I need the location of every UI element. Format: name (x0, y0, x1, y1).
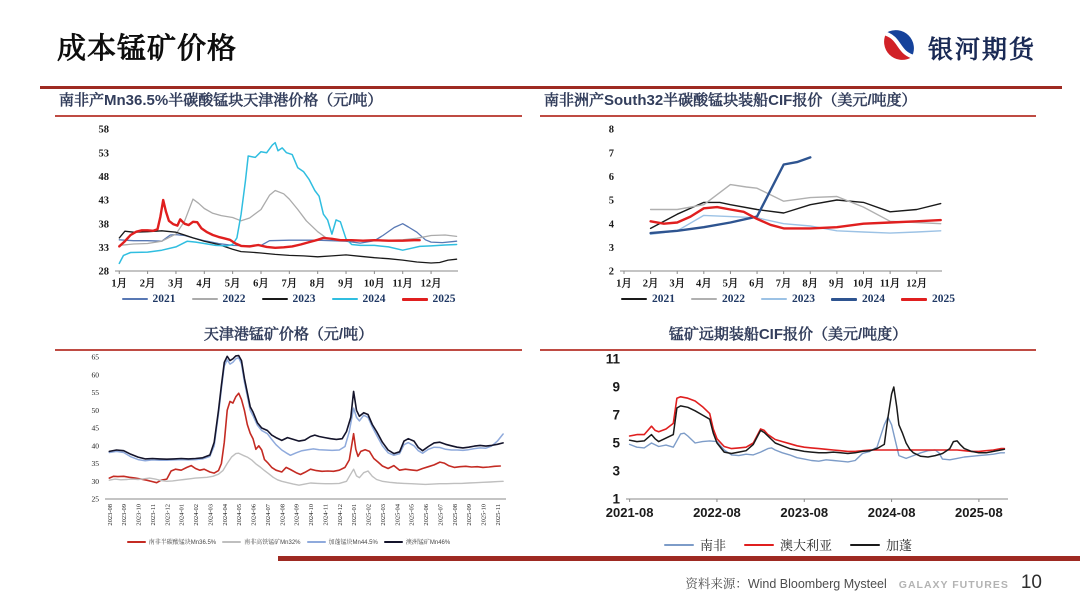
svg-text:2024-12: 2024-12 (336, 504, 344, 526)
svg-text:33: 33 (98, 243, 109, 255)
legend-item (307, 537, 378, 546)
svg-text:2025-04: 2025-04 (394, 504, 402, 526)
svg-text:30: 30 (91, 476, 99, 486)
svg-text:40: 40 (91, 441, 99, 451)
svg-text:6月: 6月 (749, 278, 765, 290)
legend-item (262, 293, 316, 305)
svg-text:1月: 1月 (616, 278, 632, 290)
svg-text:5月: 5月 (722, 278, 739, 290)
chart-title: 天津港锰矿价格（元/吨） (55, 326, 522, 351)
svg-text:2025-10: 2025-10 (480, 504, 488, 526)
svg-text:2023-11: 2023-11 (149, 504, 157, 526)
svg-text:1月: 1月 (111, 278, 128, 290)
svg-text:3: 3 (612, 463, 620, 479)
page-number: 10 (1020, 572, 1042, 593)
svg-text:8月: 8月 (309, 278, 326, 290)
svg-text:2024-06: 2024-06 (250, 504, 258, 526)
svg-text:2021-08: 2021-08 (605, 505, 654, 520)
svg-text:7: 7 (612, 407, 620, 423)
galaxy-futures-logo (878, 24, 1036, 71)
svg-text:2024-08: 2024-08 (867, 505, 916, 520)
chart-panel-tianjin-port-prices (55, 326, 522, 546)
svg-text:43: 43 (98, 195, 109, 207)
legend-label: 澳大利亚 (779, 538, 832, 553)
svg-text:2024-01: 2024-01 (178, 504, 186, 526)
legend-line-sample (222, 541, 241, 543)
svg-text:3月: 3月 (669, 278, 686, 290)
footer-source: 资料来源：Wind Bloomberg Mysteel (685, 577, 887, 591)
chart-plot-tianjin-port (55, 353, 522, 537)
svg-text:2024-10: 2024-10 (308, 504, 316, 526)
legend-line-sample (850, 544, 880, 546)
svg-text:2023-08: 2023-08 (780, 505, 829, 520)
svg-text:1: 1 (612, 491, 620, 507)
footer (685, 572, 1042, 594)
svg-text:2025-03: 2025-03 (379, 504, 387, 526)
legend-label: 2021 (152, 293, 176, 305)
legend-label: 2024 (362, 293, 386, 305)
legend-item (222, 537, 300, 546)
legend-line-sample (384, 541, 403, 543)
legend-item (122, 293, 176, 305)
chart-title: 锰矿远期装船CIF报价（美元/吨度） (540, 326, 1036, 351)
legend-label: 2022 (222, 293, 246, 305)
legend-line-sample (664, 544, 694, 546)
legend-label: 2025 (932, 293, 955, 305)
legend-item (850, 535, 912, 554)
legend-line-sample (402, 298, 428, 301)
svg-text:2024-04: 2024-04 (221, 504, 229, 526)
svg-text:8: 8 (608, 124, 614, 136)
svg-text:2023-12: 2023-12 (164, 504, 172, 526)
svg-text:45: 45 (91, 423, 99, 433)
legend-line-sample (761, 298, 787, 300)
svg-text:2024-03: 2024-03 (207, 504, 215, 526)
svg-text:6: 6 (608, 172, 614, 184)
legend-line-sample (307, 541, 326, 543)
legend-label: 加蓬锰块Mn44.5% (328, 540, 378, 546)
svg-text:2: 2 (608, 266, 614, 278)
logo-swirl-icon (878, 24, 920, 71)
svg-text:48: 48 (98, 172, 109, 184)
svg-text:2月: 2月 (139, 278, 156, 290)
chart-plot-south32-cif (540, 119, 1036, 295)
legend-item (621, 293, 675, 305)
svg-text:7月: 7月 (775, 278, 792, 290)
svg-text:2024-02: 2024-02 (193, 504, 201, 526)
chart-plot-forward-cif (540, 353, 1036, 535)
svg-text:55: 55 (91, 388, 99, 398)
svg-text:12月: 12月 (420, 278, 442, 290)
svg-text:7: 7 (608, 148, 614, 160)
legend-item (127, 537, 216, 546)
svg-text:65: 65 (91, 353, 99, 362)
legend-line-sample (332, 298, 358, 300)
svg-text:35: 35 (91, 459, 99, 469)
svg-text:2025-09: 2025-09 (466, 504, 474, 526)
chart-panel-south32-cif (540, 92, 1036, 305)
chart-legend (540, 535, 1036, 554)
svg-text:7月: 7月 (281, 278, 298, 290)
legend-line-sample (192, 298, 218, 300)
svg-text:5: 5 (612, 435, 620, 451)
legend-item (691, 293, 745, 305)
svg-text:2024-07: 2024-07 (264, 504, 272, 526)
page-title: 成本锰矿价格 (57, 33, 238, 65)
header-underline (40, 86, 1062, 89)
legend-label: 2022 (722, 293, 745, 305)
legend-item (402, 293, 456, 305)
chart-title: 南非产Mn36.5%半碳酸锰块天津港价格（元/吨） (55, 92, 522, 117)
svg-text:11: 11 (605, 353, 620, 367)
svg-text:3月: 3月 (168, 278, 184, 290)
chart-title: 南非洲产South32半碳酸锰块装船CIF报价（美元/吨度） (540, 92, 1036, 117)
footer-brand: GALAXY FUTURES (898, 579, 1009, 591)
svg-text:2025-02: 2025-02 (365, 504, 373, 526)
svg-text:60: 60 (91, 370, 99, 380)
svg-text:9: 9 (612, 379, 620, 395)
svg-text:12月: 12月 (906, 278, 928, 290)
svg-text:38: 38 (98, 219, 109, 231)
legend-item (192, 293, 246, 305)
legend-line-sample (744, 544, 774, 546)
legend-item (664, 535, 726, 554)
svg-text:3: 3 (608, 243, 614, 255)
svg-text:6月: 6月 (253, 278, 269, 290)
legend-label: 2021 (652, 293, 675, 305)
legend-label: 澳洲锰矿Mn46% (405, 540, 451, 546)
svg-text:2025-11: 2025-11 (494, 504, 502, 526)
svg-text:4: 4 (608, 219, 614, 231)
svg-text:2023-10: 2023-10 (135, 504, 143, 526)
legend-item (901, 293, 955, 305)
svg-text:25: 25 (91, 494, 99, 504)
svg-text:2024-05: 2024-05 (236, 504, 244, 526)
chart-plot-tianjin-mn365 (55, 119, 522, 295)
legend-line-sample (831, 298, 857, 301)
svg-text:2024-09: 2024-09 (293, 504, 301, 526)
chart-legend (55, 537, 522, 546)
svg-text:53: 53 (98, 148, 109, 160)
legend-label: 南非 (699, 538, 726, 553)
legend-label: 2023 (792, 293, 815, 305)
svg-text:2025-01: 2025-01 (351, 504, 359, 526)
svg-text:11月: 11月 (392, 278, 413, 290)
legend-line-sample (127, 541, 146, 543)
legend-item (384, 537, 450, 546)
svg-text:2025-07: 2025-07 (437, 504, 445, 526)
svg-text:8月: 8月 (802, 278, 819, 290)
svg-text:58: 58 (98, 124, 109, 136)
svg-text:2024-11: 2024-11 (322, 504, 330, 526)
svg-text:2022-08: 2022-08 (693, 505, 741, 520)
legend-label: 加蓬 (886, 538, 913, 553)
svg-text:9月: 9月 (338, 278, 354, 290)
legend-item (831, 293, 885, 305)
footer-accent-line (278, 556, 1080, 561)
legend-label: 2024 (862, 293, 885, 305)
svg-text:2024-08: 2024-08 (279, 504, 287, 526)
chart-panel-forward-cif (540, 326, 1036, 554)
legend-line-sample (262, 298, 288, 300)
svg-text:50: 50 (91, 405, 99, 415)
svg-text:2023-09: 2023-09 (121, 504, 129, 526)
svg-text:9月: 9月 (829, 278, 845, 290)
legend-item (332, 293, 386, 305)
chart-legend (55, 293, 522, 305)
legend-label: 南非高铁锰矿Mn32% (244, 540, 301, 546)
svg-text:2月: 2月 (642, 278, 659, 290)
legend-label: 南非半碳酸锰块Mn36.5% (148, 540, 217, 546)
legend-line-sample (691, 298, 717, 300)
svg-text:28: 28 (98, 266, 109, 278)
svg-text:2023-08: 2023-08 (106, 504, 114, 526)
svg-text:2025-06: 2025-06 (423, 504, 431, 526)
svg-text:2025-08: 2025-08 (955, 505, 1003, 520)
svg-text:4月: 4月 (196, 278, 213, 290)
svg-text:11月: 11月 (879, 278, 901, 290)
legend-line-sample (122, 298, 148, 300)
svg-text:4月: 4月 (695, 278, 712, 290)
legend-label: 2023 (292, 293, 316, 305)
chart-panel-nanfei-mn365-tianjin (55, 92, 522, 305)
svg-text:5月: 5月 (224, 278, 241, 290)
legend-line-sample (621, 298, 647, 300)
svg-text:5: 5 (608, 195, 614, 207)
svg-text:10月: 10月 (852, 278, 874, 290)
logo-text: 银河期货 (927, 35, 1036, 64)
svg-text:10月: 10月 (363, 278, 385, 290)
chart-legend (540, 293, 1036, 305)
legend-item (761, 293, 815, 305)
legend-item (744, 535, 832, 554)
svg-text:2025-05: 2025-05 (408, 504, 416, 526)
svg-text:2025-08: 2025-08 (451, 504, 459, 526)
legend-label: 2025 (432, 293, 456, 305)
legend-line-sample (901, 298, 927, 301)
